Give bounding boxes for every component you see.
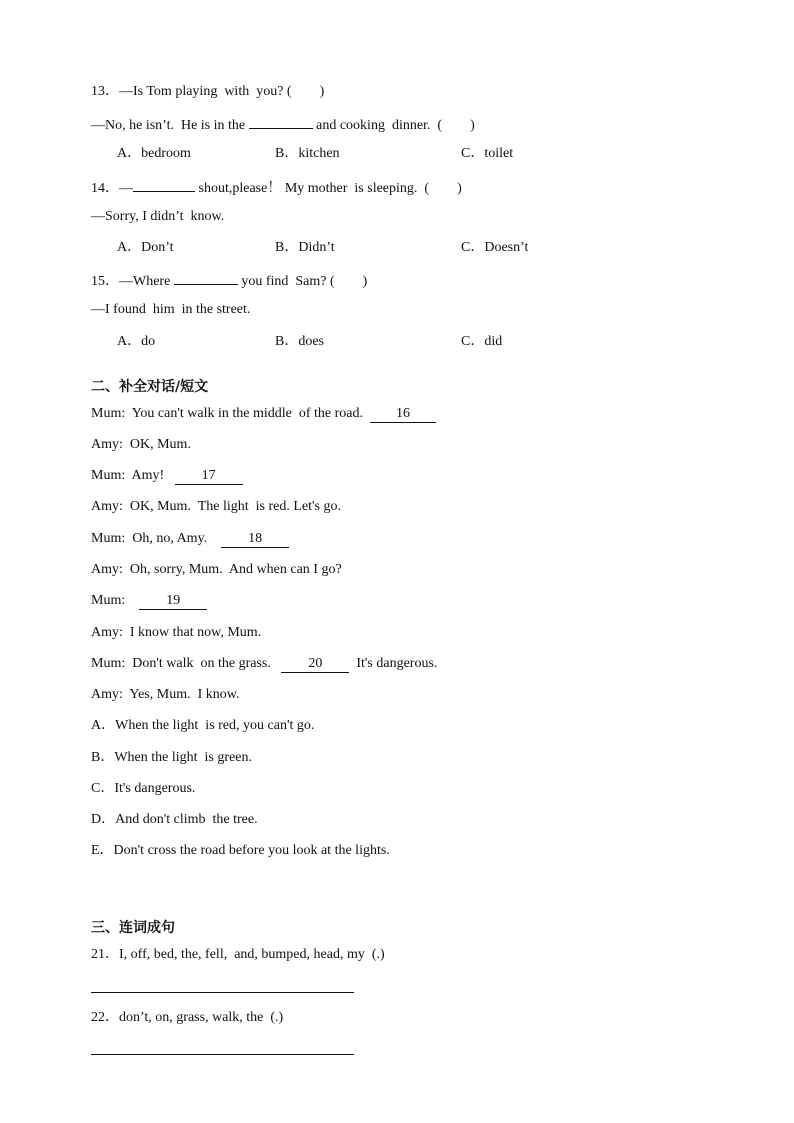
dialog-line (91, 467, 243, 485)
numbered-blank[interactable]: 18 (221, 531, 289, 548)
choice-d: D．And don't climb the tree. (91, 812, 258, 827)
question-14 (91, 177, 462, 198)
dialog-line: Amy: I know that now, Mum. (91, 625, 262, 640)
dialog-line: Amy: OK, Mum. The light is red. Let's go. (91, 499, 341, 514)
option-c[interactable]: C．did (461, 334, 503, 349)
option-b[interactable]: B．kitchen (275, 146, 340, 161)
question-15-post: you find Sam? ( ) (237, 274, 368, 289)
dialog-text: Mum: You can't walk in the middle of the road. (91, 406, 370, 421)
question-13: 13．—Is Tom playing with you? ( ) (91, 84, 325, 99)
answer-13-post: and cooking dinner. ( ) (312, 118, 475, 133)
dialog-line (91, 592, 207, 610)
question-15-pre: 15．—Where (91, 274, 174, 289)
answer-line[interactable] (91, 992, 354, 993)
option-a[interactable]: A．bedroom (117, 146, 191, 161)
answer-line[interactable] (91, 1054, 354, 1055)
answer-14: —Sorry, I didn’t know. (91, 209, 225, 224)
question-15 (91, 270, 367, 291)
fill-blank[interactable] (249, 114, 313, 129)
dialog-text: Mum: Don't walk on the grass. (91, 656, 282, 671)
numbered-blank[interactable]: 17 (175, 468, 243, 485)
option-b[interactable]: B．does (275, 334, 324, 349)
choice-b: B．When the light is green. (91, 750, 252, 765)
dialog-line: Amy: Oh, sorry, Mum. And when can I go? (91, 562, 342, 577)
answer-15: —I found him in the street. (91, 302, 251, 317)
dialog-line: Amy: OK, Mum. (91, 437, 191, 452)
choice-a: A．When the light is red, you can't go. (91, 718, 315, 733)
question-22: 22．don’t, on, grass, walk, the (.) (91, 1010, 284, 1025)
option-a[interactable]: A．Don’t (117, 240, 174, 255)
option-a[interactable]: A．do (117, 334, 156, 349)
numbered-blank[interactable]: 19 (139, 593, 207, 610)
option-c[interactable]: C．toilet (461, 146, 514, 161)
dialog-line (91, 530, 289, 548)
answer-13-line (91, 114, 475, 135)
section-heading: 二、补全对话/短文 (91, 379, 209, 395)
question-21: 21．I, off, bed, the, fell, and, bumped, head, my (.) (91, 947, 385, 962)
dialog-text: Mum: Oh, no, Amy. (91, 531, 222, 546)
dialog-line: Amy: Yes, Mum. I know. (91, 687, 240, 702)
option-c[interactable]: C．Doesn’t (461, 240, 529, 255)
fill-blank[interactable] (174, 270, 238, 285)
dialog-text: Mum: Amy! (91, 468, 175, 483)
choice-c: C．It's dangerous. (91, 781, 196, 796)
option-b[interactable]: B．Didn’t (275, 240, 335, 255)
numbered-blank[interactable]: 16 (370, 406, 436, 423)
dialog-line (91, 655, 437, 673)
section-heading: 三、连词成句 (91, 920, 175, 936)
dialog-text: It's dangerous. (349, 656, 438, 671)
choice-e: E．Don't cross the road before you look at the lights. (91, 843, 390, 858)
fill-blank[interactable] (133, 177, 195, 192)
question-14-pre: 14．— (91, 181, 133, 196)
numbered-blank[interactable]: 20 (281, 656, 349, 673)
dialog-line (91, 405, 436, 423)
question-14-post: shout,please！ My mother is sleeping. ( ) (195, 181, 462, 196)
answer-13-pre: —No, he isn’t. He is in the (91, 118, 249, 133)
dialog-text: Mum: (91, 593, 140, 608)
